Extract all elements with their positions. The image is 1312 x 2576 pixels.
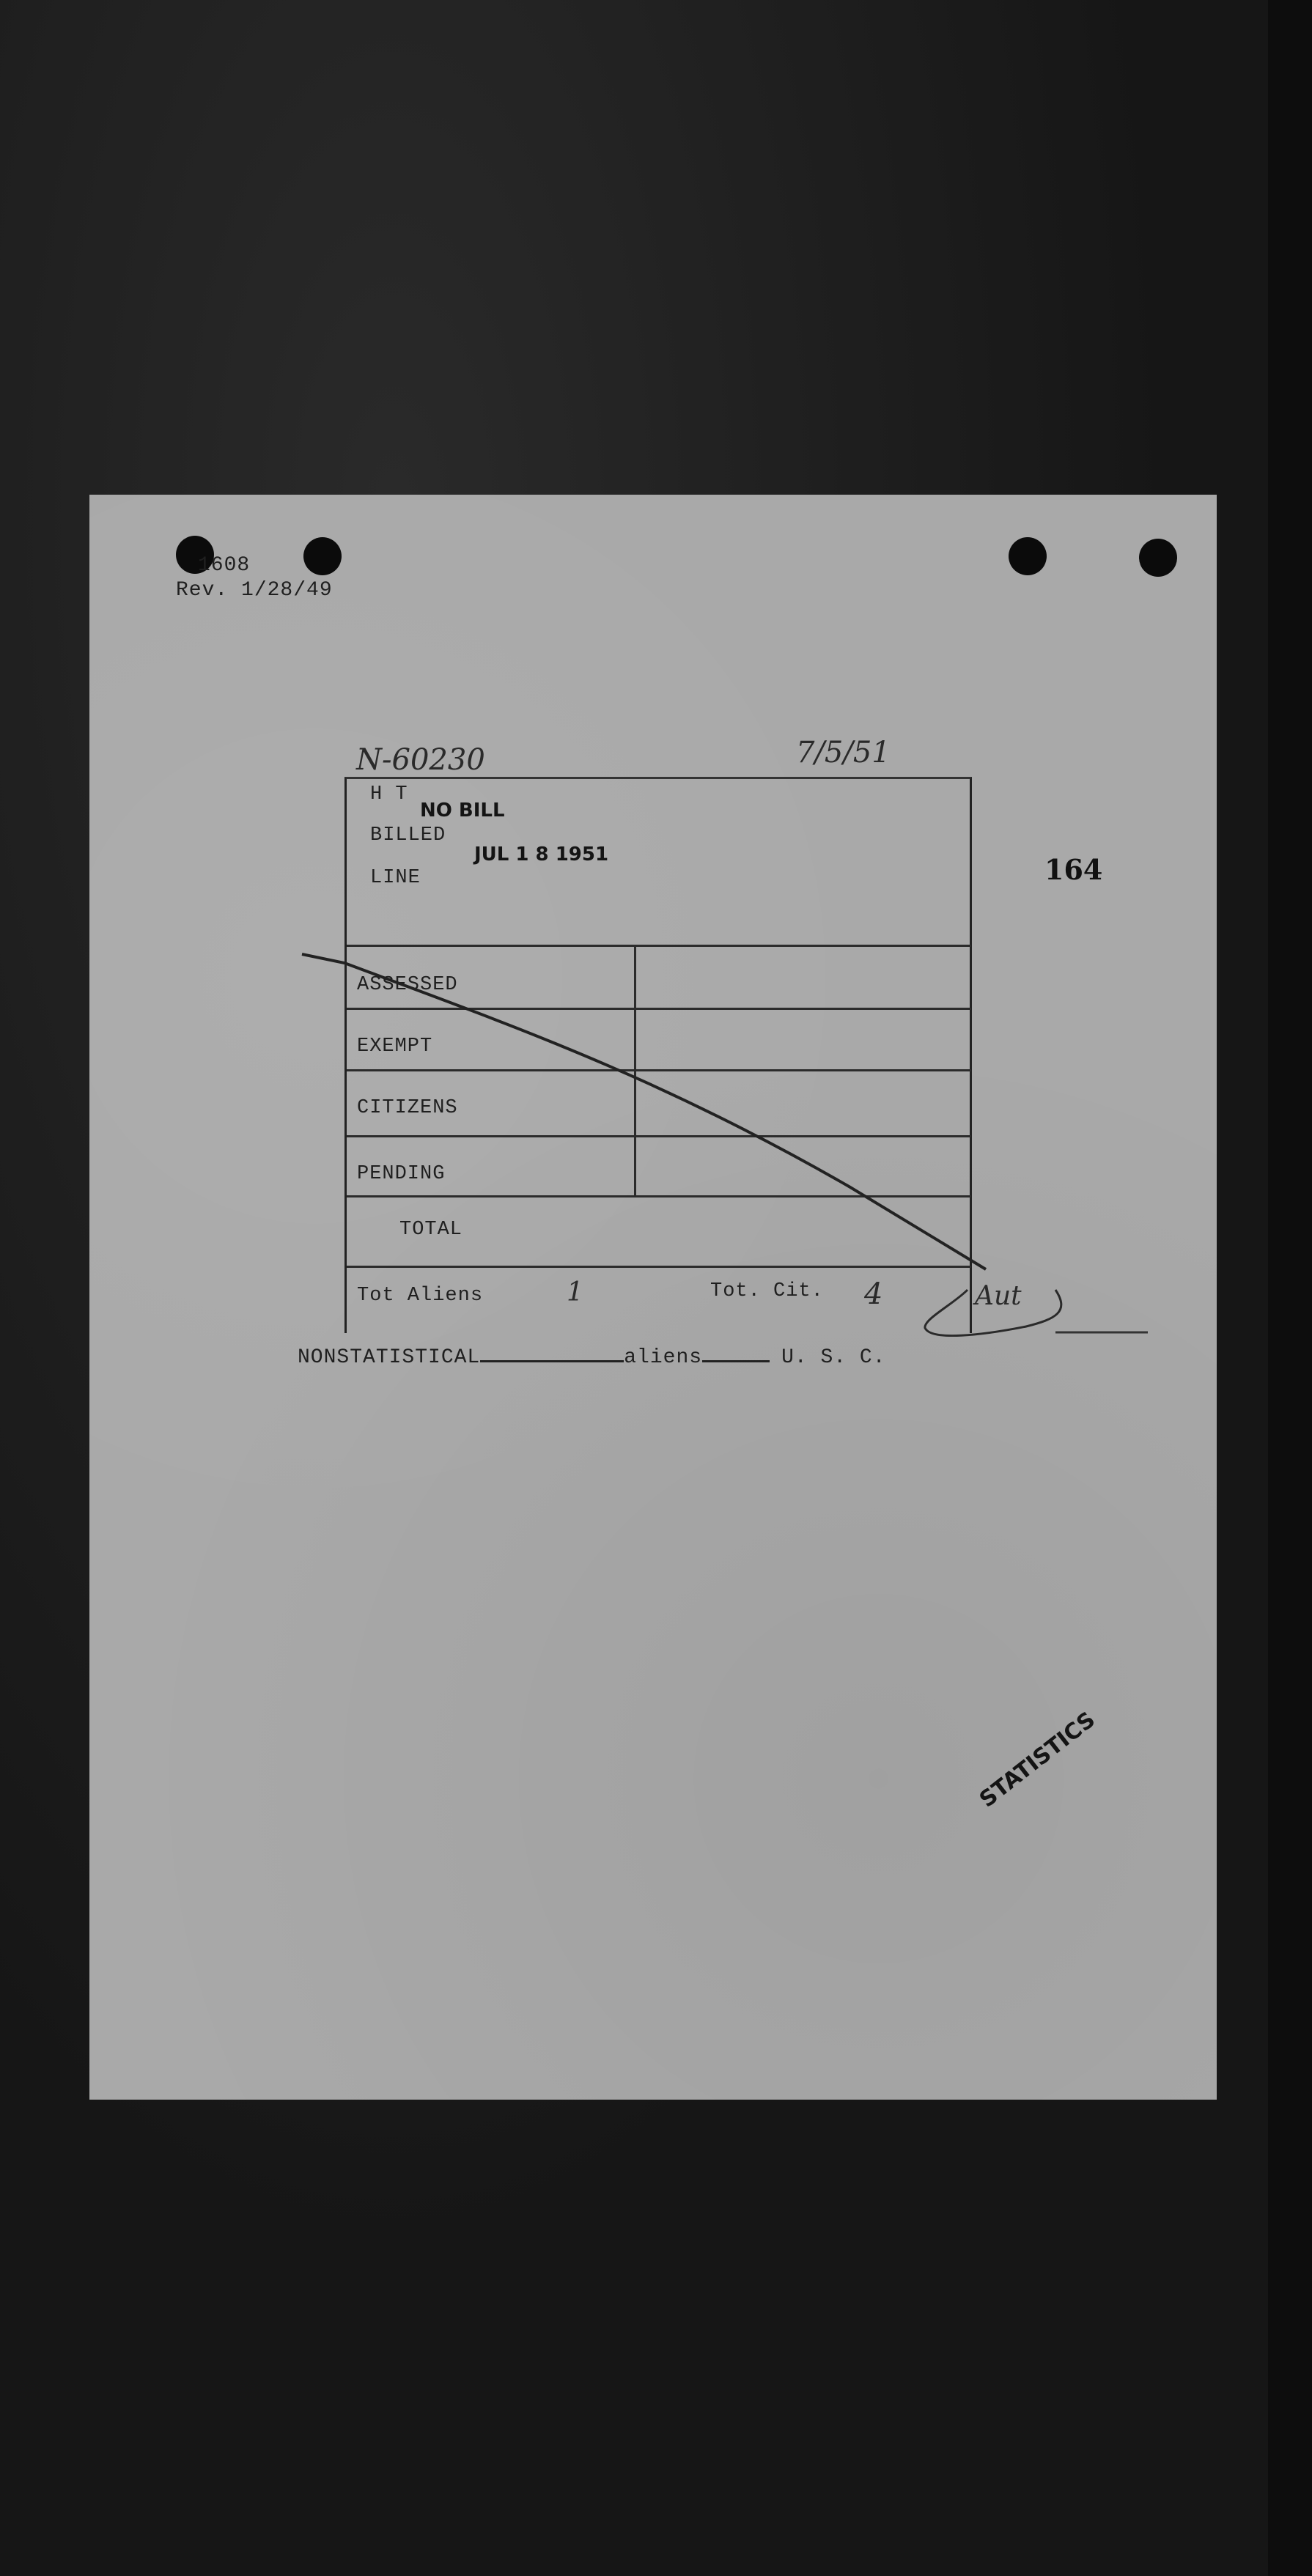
ht-label: H T bbox=[370, 783, 408, 805]
form-number: 1608 bbox=[198, 554, 251, 577]
tot-aliens-label: Tot Aliens bbox=[357, 1285, 484, 1307]
date-stamp: JUL 1 8 1951 bbox=[474, 844, 609, 866]
aliens-label: aliens bbox=[624, 1346, 703, 1369]
assessed-label: ASSESSED bbox=[357, 974, 458, 996]
line-label: LINE bbox=[370, 867, 421, 889]
citizens-label: CITIZENS bbox=[357, 1097, 458, 1119]
exempt-label: EXEMPT bbox=[357, 1036, 433, 1058]
pending-label: PENDING bbox=[357, 1163, 446, 1185]
handwritten-initials: Aut bbox=[975, 1281, 1022, 1311]
nonstatistical-label: NONSTATISTICAL bbox=[298, 1346, 481, 1369]
tot-cit-label: Tot. Cit. bbox=[710, 1280, 824, 1302]
strike-through-line bbox=[302, 954, 986, 1269]
tot-aliens-value: 1 bbox=[567, 1277, 583, 1307]
form-revision: Rev. 1/28/49 bbox=[176, 579, 333, 602]
total-label: TOTAL bbox=[399, 1219, 463, 1241]
usc-label: U. S. C. bbox=[781, 1346, 886, 1369]
statistics-stamp: STATISTICS bbox=[975, 1707, 1101, 1813]
initials-circle bbox=[925, 1290, 1061, 1336]
handwritten-date: 7/5/51 bbox=[796, 736, 891, 770]
tot-cit-value: 4 bbox=[864, 1277, 883, 1311]
page-number: 164 bbox=[1044, 853, 1103, 886]
handwritten-file-number: N-60230 bbox=[356, 743, 485, 777]
billed-label: BILLED bbox=[370, 824, 446, 846]
no-bill-stamp: NO BILL bbox=[420, 800, 505, 822]
